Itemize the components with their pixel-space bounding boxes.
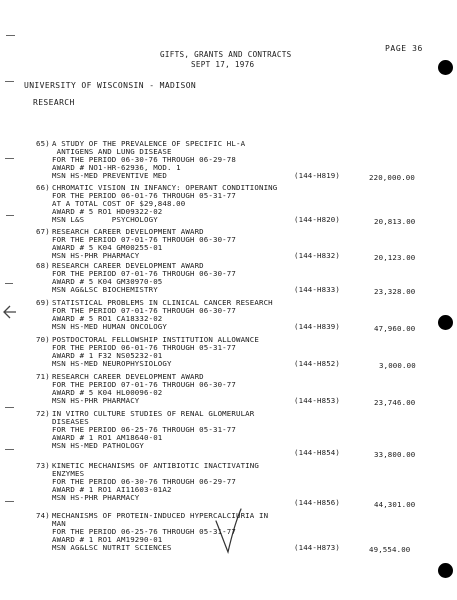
entry-line: AWARD # 1 F32 NS05232-01 [52, 351, 163, 360]
entry-number: 73) [36, 461, 50, 470]
entry-line: CHROMATIC VISION IN INFANCY: OPERANT CONDITIONING [52, 183, 278, 192]
margin-mark [5, 283, 13, 284]
award-amount: 47,960.00 [374, 324, 416, 333]
margin-mark [5, 81, 14, 82]
margin-arrow-mark [3, 305, 17, 319]
award-amount: 20,813.00 [374, 217, 416, 226]
margin-mark [6, 35, 15, 36]
document-title: GIFTS, GRANTS AND CONTRACTS [160, 50, 292, 59]
page-number: PAGE 36 [385, 44, 423, 53]
account-code: (144-H854) [294, 448, 340, 457]
entry-line: FOR THE PERIOD 06-25-76 THROUGH 05-31-77 [52, 527, 236, 536]
entry-number: 72) [36, 409, 50, 418]
account-code: (144-H820) [294, 215, 340, 224]
entry-line: MSN HS-MED HUMAN ONCOLOGY [52, 322, 167, 331]
institution-name: UNIVERSITY OF WISCONSIN - MADISON [24, 81, 197, 90]
award-amount: 23,328.00 [374, 287, 416, 296]
account-code: (144-H832) [294, 251, 340, 260]
entry-line: FOR THE PERIOD 06-30-76 THROUGH 06-29-78 [52, 155, 236, 164]
entry-line: MAN [52, 519, 66, 528]
entry-number: 65) [36, 139, 50, 148]
entry-line: AWARD # 1 RO1 AM18640-01 [52, 433, 163, 442]
entry-line: KINETIC MECHANISMS OF ANTIBIOTIC INACTIVATING [52, 461, 259, 470]
entry-line: RESEARCH CAREER DEVELOPMENT AWARD [52, 372, 204, 381]
entry-line: RESEARCH CAREER DEVELOPMENT AWARD [52, 227, 204, 236]
entry-number: 67) [36, 227, 50, 236]
margin-mark [6, 215, 14, 216]
account-code: (144-H853) [294, 396, 340, 405]
entry-line: MSN AG&LSC NUTRIT SCIENCES [52, 543, 172, 552]
entry-line: MSN HS-PHR PHARMACY [52, 396, 140, 405]
entry-line: AWARD # 5 RO1 CA18332-02 [52, 314, 163, 323]
margin-mark [5, 407, 14, 408]
entry-number: 69) [36, 298, 50, 307]
entry-line: POSTDOCTORAL FELLOWSHIP INSTITUTION ALLOWANCE [52, 335, 259, 344]
award-amount: 20,123.00 [374, 253, 416, 262]
account-code: (144-H833) [294, 285, 340, 294]
award-amount: 44,301.00 [374, 500, 416, 509]
entry-line: AWARD # 1 RO1 AM19290-01 [52, 535, 163, 544]
entry-line: AWARD # 5 K04 GM30970-05 [52, 277, 163, 286]
punch-hole-bottom [438, 563, 453, 578]
margin-mark [5, 449, 14, 450]
entry-line: FOR THE PERIOD 06-01-76 THROUGH 05-31-77 [52, 191, 236, 200]
entry-number: 68) [36, 261, 50, 270]
award-amount: 23,746.00 [374, 398, 416, 407]
entry-line: A STUDY OF THE PREVALENCE OF SPECIFIC HL-A [52, 139, 246, 148]
account-code: (144-H873) [294, 543, 340, 552]
account-code: (144-H852) [294, 359, 340, 368]
entry-line: FOR THE PERIOD 07-01-76 THROUGH 06-30-77 [52, 269, 236, 278]
entry-line: AWARD # 5 K04 GM00255-01 [52, 243, 163, 252]
entry-line: AWARD # NO1-HR-62936, MOD. 1 [52, 163, 181, 172]
entry-line: MSN HS-PHR PHARMACY [52, 251, 140, 260]
account-code: (144-H819) [294, 171, 340, 180]
margin-mark [5, 501, 14, 502]
entry-line: MSN HS-MED PREVENTIVE MED [52, 171, 167, 180]
entry-line: ANTIGENS AND LUNG DISEASE [52, 147, 172, 156]
punch-hole-top [438, 60, 453, 75]
account-code: (144-H839) [294, 322, 340, 331]
entry-line: FOR THE PERIOD 07-01-76 THROUGH 06-30-77 [52, 306, 236, 315]
entry-line: IN VITRO CULTURE STUDIES OF RENAL GLOMERULAR [52, 409, 255, 418]
entry-line: ENZYMES [52, 469, 85, 478]
entry-number: 70) [36, 335, 50, 344]
entry-line: AWARD # 5 RO1 HD09322-02 [52, 207, 163, 216]
award-amount: 220,000.00 [369, 173, 415, 182]
entry-line: FOR THE PERIOD 06-25-76 THROUGH 05-31-77 [52, 425, 236, 434]
entry-line: MSN AG&LSC BIOCHEMISTRY [52, 285, 158, 294]
margin-mark [5, 158, 14, 159]
entry-line: FOR THE PERIOD 07-01-76 THROUGH 06-30-77 [52, 235, 236, 244]
award-amount: 33,800.00 [374, 450, 416, 459]
entry-line: MECHANISMS OF PROTEIN-INDUCED HYPERCALCIURIA IN [52, 511, 269, 520]
entry-line: STATISTICAL PROBLEMS IN CLINICAL CANCER RESEARCH [52, 298, 273, 307]
entry-line: RESEARCH CAREER DEVELOPMENT AWARD [52, 261, 204, 270]
award-amount: 49,554.00 [369, 545, 411, 554]
entry-number: 66) [36, 183, 50, 192]
entry-line: AWARD # 5 K04 HL00096-02 [52, 388, 163, 397]
entry-line: FOR THE PERIOD 07-01-76 THROUGH 06-30-77 [52, 380, 236, 389]
punch-hole-middle [438, 315, 453, 330]
entry-line: MSN HS-MED PATHOLOGY [52, 441, 144, 450]
entry-number: 71) [36, 372, 50, 381]
entry-line: AT A TOTAL COST OF $29,848.00 [52, 199, 186, 208]
entry-line: DISEASES [52, 417, 89, 426]
entry-line: MSN L&S PSYCHOLOGY [52, 215, 158, 224]
document-date: SEPT 17, 1976 [191, 60, 255, 69]
entry-line: FOR THE PERIOD 06-30-76 THROUGH 06-29-77 [52, 477, 236, 486]
section-heading: RESEARCH [33, 98, 75, 107]
award-amount: 3,000.00 [379, 361, 416, 370]
entry-number: 74) [36, 511, 50, 520]
entry-line: MSN HS-MED NEUROPHYSIOLOGY [52, 359, 172, 368]
account-code: (144-H856) [294, 498, 340, 507]
entry-line: FOR THE PERIOD 06-01-76 THROUGH 05-31-77 [52, 343, 236, 352]
entry-line: MSN HS-PHR PHARMACY [52, 493, 140, 502]
entry-line: AWARD # 1 RO1 AI11603-01A2 [52, 485, 172, 494]
